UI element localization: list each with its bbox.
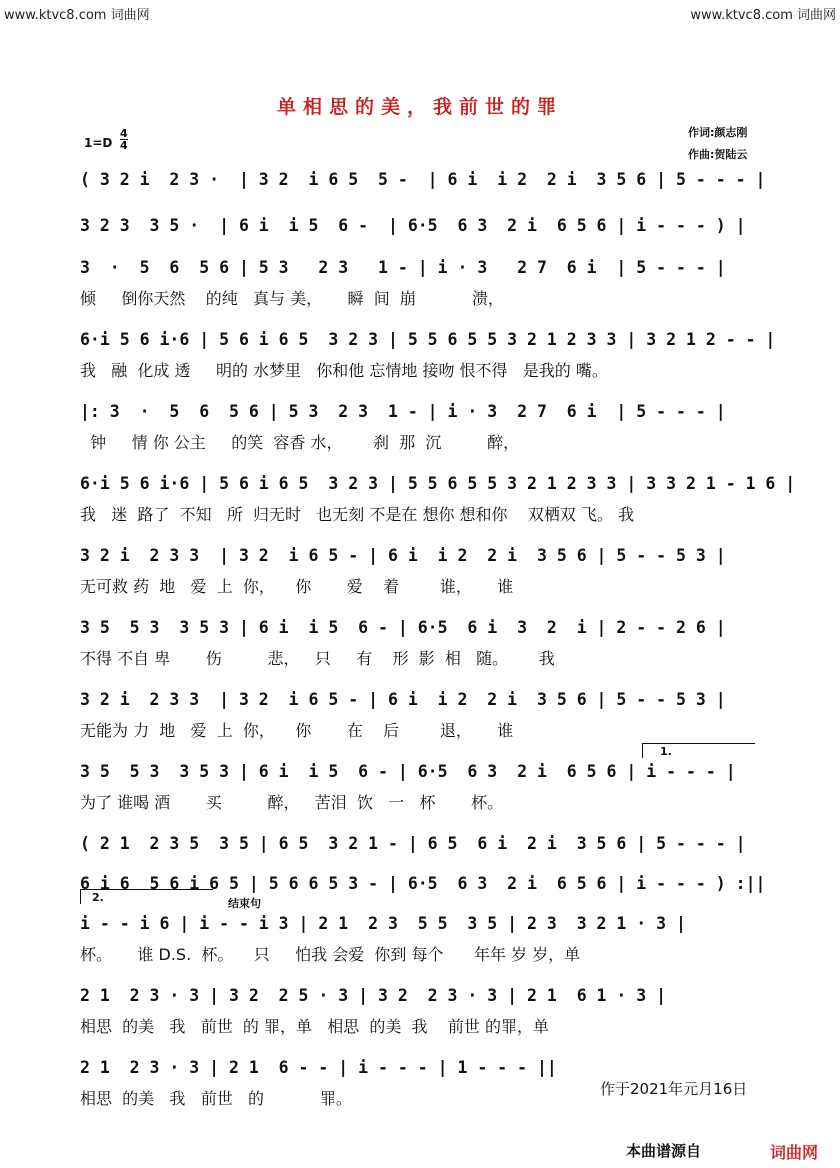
first-ending-label: 1.	[660, 745, 672, 758]
lyrics-row: 不得 不自 卑 伤 悲， 只 有 形 影 相 随。 我	[80, 649, 555, 668]
lyrics-row: 我 迷 路了 不知 所 归无时 也无刻 不是在 想你 想和你 双栖双 飞。 我	[80, 505, 635, 524]
notation-row: 6 i 6 5 6 i 6 5 | 5 6 6 5 3 - | 6·5 6 3 2 i 6 5 6 | i - - - ) :||	[80, 874, 766, 893]
notation-row: ( 2 1 2 3 5 3 5 | 6 5 3 2 1 - | 6 5 6 i 2 i 3 5 6 | 5 - - - |	[80, 834, 746, 853]
notation-row: i - - i 6 | i - - i 3 | 2 1 2 3 5 5 3 5 | 2 3 3 2 1 · 3 |	[80, 914, 686, 933]
lyrics-row: 我 融 化成 透 明的 水梦里 你和他 忘情地 接吻 恨不得 是我的 嘴。	[80, 361, 608, 380]
notation-row: 3 2 3 3 5 · | 6 i i 5 6 - | 6·5 6 3 2 i 6 5 6 | i - - - ) |	[80, 216, 746, 235]
lyrics-row: 倾 倒你天然 的纯 真与 美， 瞬 间 崩 溃，	[80, 289, 504, 308]
first-ending-bracket	[642, 743, 755, 758]
footer-brand: 词曲网	[770, 1143, 819, 1162]
notation-row: 3 5 5 3 3 5 3 | 6 i i 5 6 - | 6·5 6 3 2 i 6 5 6 | i - - - |	[80, 762, 736, 781]
watermark-left: www.ktvc8.com 词曲网	[4, 8, 150, 23]
notation-row: ( 3 2 i 2 3 · | 3 2 i 6 5 5 - | 6 i i 2 2 i 3 5 6 | 5 - - - |	[80, 170, 766, 189]
time-signature-bottom: 4	[120, 139, 128, 152]
notation-row: 6·i 5 6 i·6 | 5 6 i 6 5 3 2 3 | 5 5 6 5 5 3 2 1 2 3 3 | 3 3 2 1 - 1 6 |	[80, 474, 796, 493]
notation-row: 2 1 2 3 · 3 | 3 2 2 5 · 3 | 3 2 2 3 · 3 | 2 1 6 1 · 3 |	[80, 986, 667, 1005]
lyrics-row: 为了 谁喝 酒 买 醉， 苦泪 饮 一 杯 杯。	[80, 793, 504, 812]
notation-row: 3 5 5 3 3 5 3 | 6 i i 5 6 - | 6·5 6 i 3 2 i | 2 - - 2 6 |	[80, 618, 726, 637]
key-signature: 1=D	[84, 136, 113, 150]
lyrics-row: 杯。 谁 D.S. 杯。 只 怕我 会爱 你到 每个 年年 岁 岁，单	[80, 945, 581, 964]
notation-row: 2 1 2 3 · 3 | 2 1 6 - - | i - - - | 1 - - - ||	[80, 1058, 557, 1077]
notation-row: |: 3 · 5 6 5 6 | 5 3 2 3 1 - | i · 3 2 7 6 i | 5 - - - |	[80, 402, 726, 421]
notation-row: 3 2 i 2 3 3 | 3 2 i 6 5 - | 6 i i 2 2 i 3 5 6 | 5 - - 5 3 |	[80, 546, 726, 565]
composer-credit: 作曲:贺陆云	[688, 148, 748, 161]
lyrics-row: 相思 的美 我 前世 的 罪。	[80, 1089, 352, 1108]
lyrics-row: 相思 的美 我 前世 的 罪，单 相思 的美 我 前世 的罪，单	[80, 1017, 549, 1036]
second-ending-bracket	[80, 889, 213, 904]
song-title: 单相思的美，我前世的罪	[276, 96, 563, 118]
time-signature	[120, 128, 128, 151]
notation-row: 3 · 5 6 5 6 | 5 3 2 3 1 - | i · 3 2 7 6 i | 5 - - - |	[80, 258, 726, 277]
lyrics-row: 无可救 药 地 爱 上 你， 你 爱 着 谁， 谁	[80, 577, 514, 596]
notation-row: 6·i 5 6 i·6 | 5 6 i 6 5 3 2 3 | 5 5 6 5 5 3 2 1 2 3 3 | 3 2 1 2 - - |	[80, 330, 776, 349]
repeat-end-label: 结束句	[228, 897, 261, 910]
lyrics-row: 无能为 力 地 爱 上 你， 你 在 后 退， 谁	[80, 721, 514, 740]
lyricist-credit: 作词:颜志刚	[688, 126, 748, 139]
watermark-right: www.ktvc8.com 词曲网	[690, 8, 836, 23]
second-ending-label: 2.	[92, 891, 104, 904]
time-signature-top: 4	[120, 127, 128, 140]
lyrics-row: 钟 情 你 公主 的笑 容香 水， 刹 那 沉 醉，	[80, 433, 520, 452]
notation-row: 3 2 i 2 3 3 | 3 2 i 6 5 - | 6 i i 2 2 i 3 5 6 | 5 - - 5 3 |	[80, 690, 726, 709]
footer-source: 本曲谱源自	[626, 1142, 702, 1160]
date-note: 作于2021年元月16日	[600, 1080, 748, 1098]
